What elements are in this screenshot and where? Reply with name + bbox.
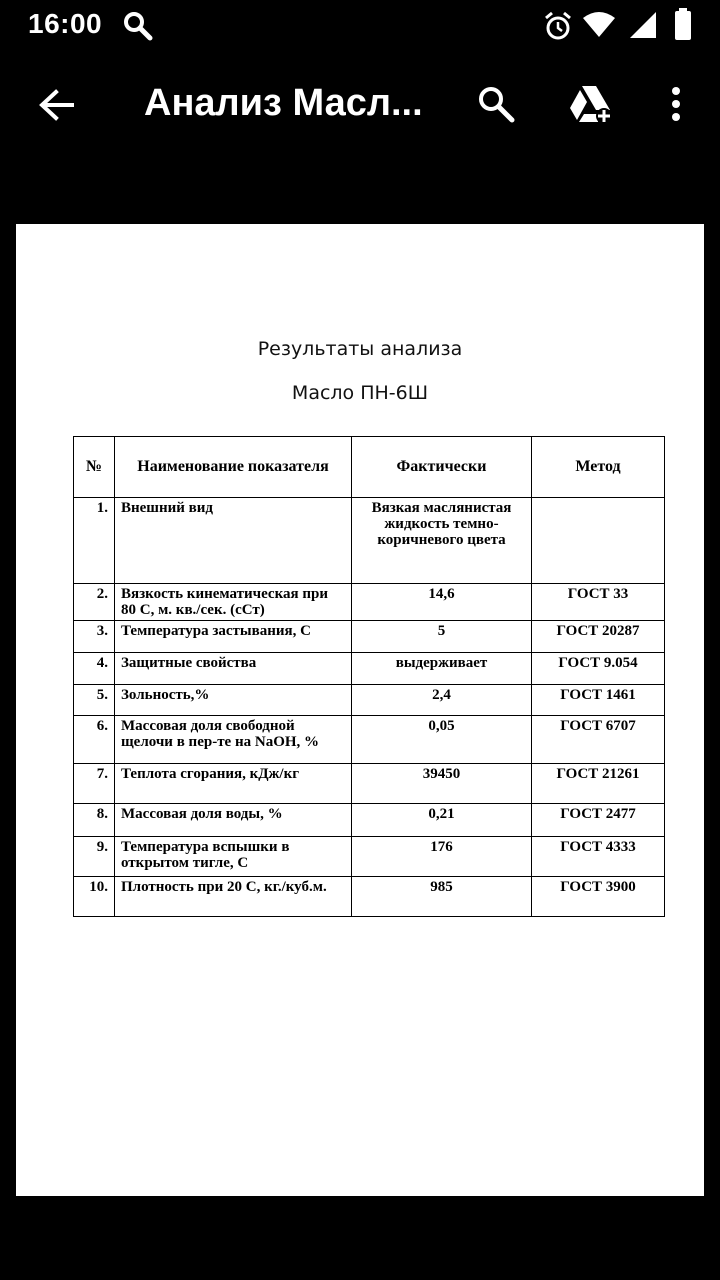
table-row (74, 837, 665, 877)
row-num: 6. (74, 716, 115, 764)
table-row (74, 498, 665, 584)
table-header-row (74, 437, 665, 498)
row-actual: 0,21 (352, 804, 532, 837)
row-name: Массовая доля воды, % (115, 804, 352, 837)
row-method: ГОСТ 9.054 (532, 653, 665, 685)
row-name: Защитные свойства (115, 653, 352, 685)
row-actual: выдерживает (352, 653, 532, 685)
more-vertical-icon[interactable] (668, 86, 684, 122)
row-actual: 39450 (352, 764, 532, 804)
row-actual: 5 (352, 621, 532, 653)
row-name: Температура застывания, С (115, 621, 352, 653)
row-name: Вязкость кинематическая при 80 С, м. кв./сек. (сСт) (115, 584, 352, 621)
row-method: ГОСТ 20287 (532, 621, 665, 653)
table-row (74, 877, 665, 917)
signal-icon (628, 10, 658, 40)
row-method: ГОСТ 2477 (532, 804, 665, 837)
table-row (74, 764, 665, 804)
row-name: Внешний вид (115, 498, 352, 584)
row-name: Плотность при 20 С, кг./куб.м. (115, 877, 352, 917)
app-bar (0, 50, 720, 162)
wifi-icon (582, 12, 616, 38)
row-method: ГОСТ 21261 (532, 764, 665, 804)
drive-add-icon[interactable] (568, 84, 614, 124)
table-row (74, 653, 665, 685)
doc-subheading: Масло ПН-6Ш (291, 382, 429, 404)
row-num: 2. (74, 584, 115, 621)
row-actual: 0,05 (352, 716, 532, 764)
row-num: 9. (74, 837, 115, 877)
status-bar (0, 0, 720, 50)
table-row (74, 716, 665, 764)
header-name: Наименование показателя (115, 437, 352, 498)
row-actual: 176 (352, 837, 532, 877)
table-row (74, 685, 665, 716)
table-row (74, 804, 665, 837)
row-method: ГОСТ 3900 (532, 877, 665, 917)
row-num: 4. (74, 653, 115, 685)
results-table (73, 436, 665, 917)
document-page[interactable] (16, 224, 704, 1196)
row-actual: Вязкая маслянистая жидкость темно-коричневого цвета (352, 498, 532, 584)
header-num: № (74, 437, 115, 498)
back-arrow-icon[interactable] (38, 88, 74, 122)
alarm-icon (542, 10, 574, 42)
search-icon (122, 10, 154, 42)
row-actual: 14,6 (352, 584, 532, 621)
document-title: Анализ Масл... (144, 82, 423, 124)
row-name: Зольность,% (115, 685, 352, 716)
row-num: 8. (74, 804, 115, 837)
battery-icon (674, 8, 692, 40)
table-row (74, 621, 665, 653)
row-num: 7. (74, 764, 115, 804)
row-num: 5. (74, 685, 115, 716)
search-icon[interactable] (476, 84, 516, 124)
header-actual: Фактически (352, 437, 532, 498)
row-name: Массовая доля свободной щелочи в пер-те на NaOH, % (115, 716, 352, 764)
row-name: Теплота сгорания, кДж/кг (115, 764, 352, 804)
status-time: 16:00 (28, 8, 103, 39)
row-actual: 985 (352, 877, 532, 917)
row-method: ГОСТ 6707 (532, 716, 665, 764)
row-method: ГОСТ 1461 (532, 685, 665, 716)
row-method: ГОСТ 33 (532, 584, 665, 621)
row-num: 1. (74, 498, 115, 584)
table-row (74, 584, 665, 621)
header-method: Метод (532, 437, 665, 498)
row-num: 10. (74, 877, 115, 917)
row-name: Температура вспышки в открытом тигле, С (115, 837, 352, 877)
doc-heading: Результаты анализа (257, 338, 463, 360)
row-method (532, 498, 665, 584)
row-num: 3. (74, 621, 115, 653)
row-actual: 2,4 (352, 685, 532, 716)
row-method: ГОСТ 4333 (532, 837, 665, 877)
